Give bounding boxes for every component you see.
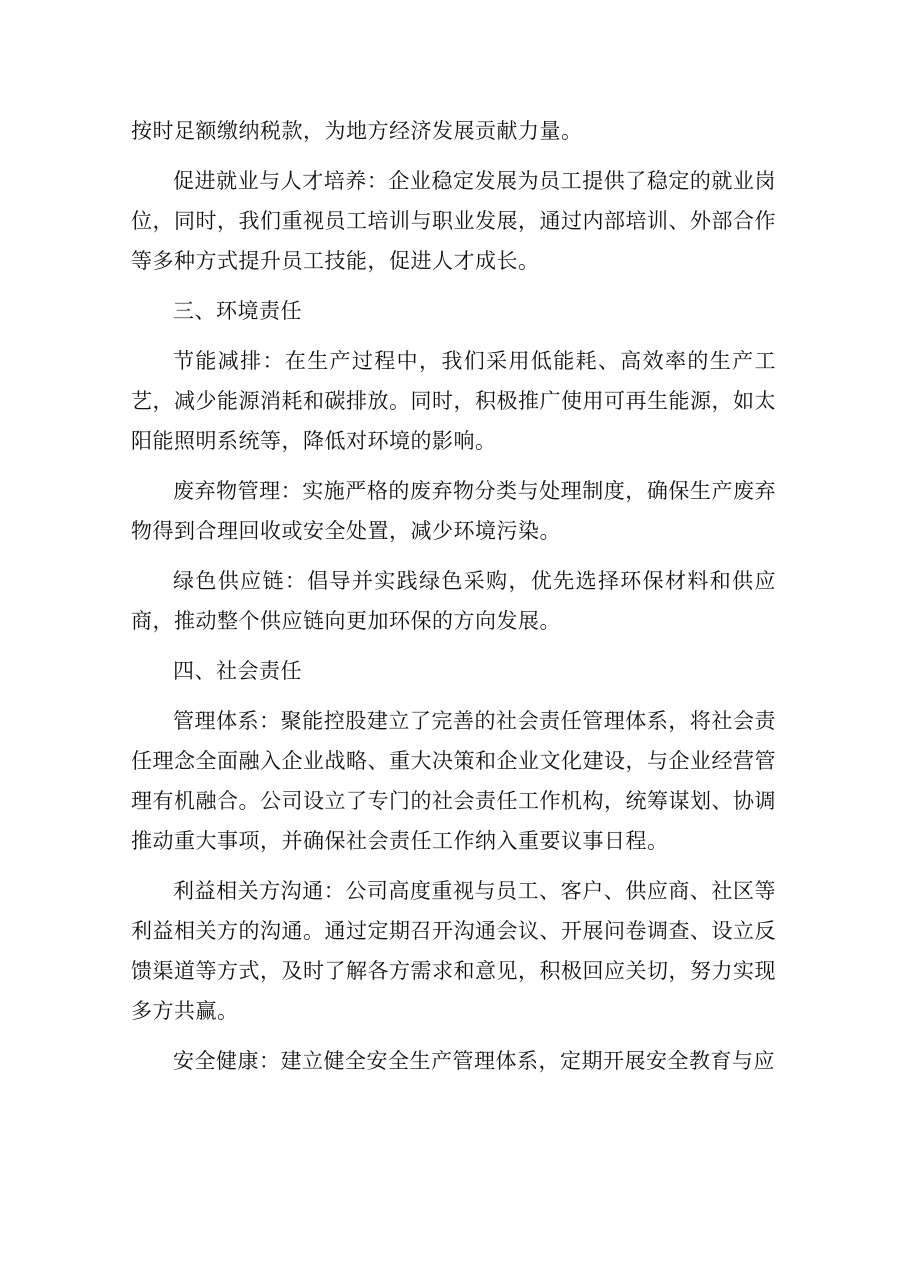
paragraph-safety-health: 安全健康：建立健全安全生产管理体系，定期开展安全教育与应 <box>173 1049 775 1073</box>
paragraph-stakeholder-communication: 利益相关方沟通：公司高度重视与员工、客户、供应商、社区等利益相关方的沟通。通过定期召开沟通会议、开展问卷调查、设立反馈渠道等方式，及时了解各方需求和意见，积极回应关切，努力实现多方共赢。 <box>131 879 776 1023</box>
paragraph-tax-continuation: 按时足额缴纳税款，为地方经济发展贡献力量。 <box>131 119 583 143</box>
paragraph-employment: 促进就业与人才培养：企业稳定发展为员工提供了稳定的就业岗位，同时，我们重视员工培训与职业发展，通过内部培训、外部合作等多种方式提升员工技能，促进人才成长。 <box>131 169 776 273</box>
section-heading-environment: 三、环境责任 <box>173 299 302 323</box>
paragraph-management-system: 管理体系：聚能控股建立了完善的社会责任管理体系，将社会责任理念全面融入企业战略、重大决策和企业文化建设，与企业经营管理有机融合。公司设立了专门的社会责任工作机构，统筹谋划、协调推动重大事项，并确保社会责任工作纳入重要议事日程。 <box>131 709 776 853</box>
paragraph-energy-saving: 节能减排：在生产过程中，我们采用低能耗、高效率的生产工艺，减少能源消耗和碳排放。同时，积极推广使用可再生能源，如太阳能照明系统等，降低对环境的影响。 <box>131 349 776 453</box>
document-body <box>131 111 776 1091</box>
paragraph-green-supply-chain: 绿色供应链：倡导并实践绿色采购，优先选择环保材料和供应商，推动整个供应链向更加环保的方向发展。 <box>131 569 776 633</box>
section-heading-social: 四、社会责任 <box>173 659 302 683</box>
paragraph-waste-management: 废弃物管理：实施严格的废弃物分类与处理制度，确保生产废弃物得到合理回收或安全处置，减少环境污染。 <box>131 479 776 543</box>
